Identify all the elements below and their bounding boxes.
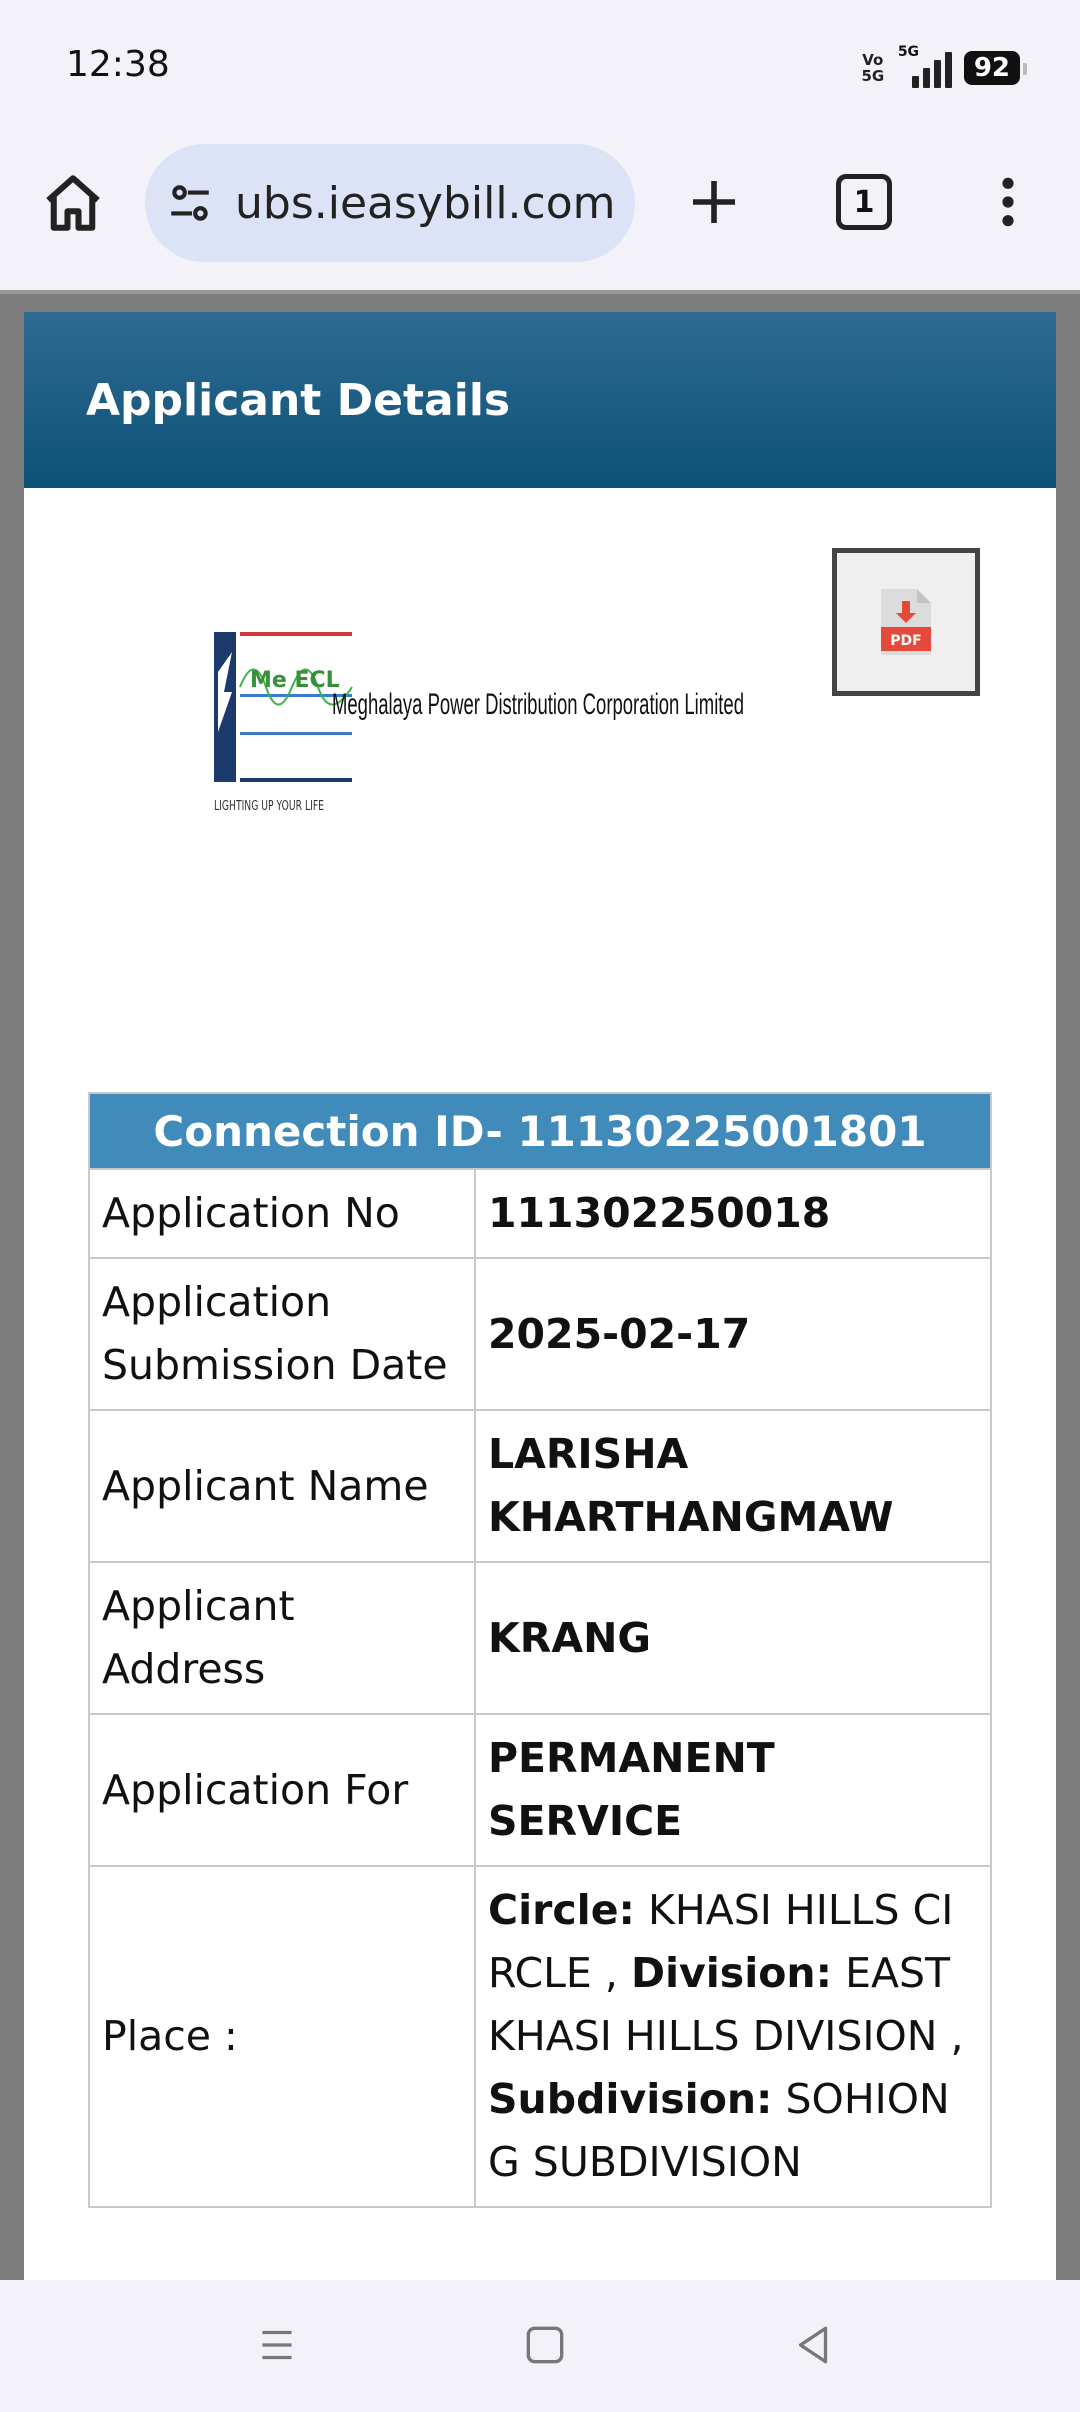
mepdcl-logo — [214, 592, 754, 812]
division-value: EAST KHASI HILLS DIVISION — [488, 1949, 951, 2060]
web-content — [0, 290, 1080, 2280]
table-row — [89, 1714, 991, 1866]
url-text[interactable]: ubs.ieasybill.com — [235, 177, 616, 229]
battery-icon: 92 — [964, 51, 1020, 85]
table-row — [89, 1169, 991, 1258]
place-value: Circle: KHASI HILLS CIRCLE , Division: EAST KHASI HILLS DIVISION , Subdivision: SOHIONG SUBDIVISION — [475, 1866, 991, 2207]
table-row — [89, 1410, 991, 1562]
download-pdf-button[interactable] — [832, 548, 980, 696]
row-label: Applicant Address — [89, 1562, 475, 1714]
logo-abbrev: Me ECL — [250, 668, 340, 693]
subdivision-value: SOHIONG SUBDIVISION — [488, 2075, 950, 2186]
back-icon[interactable] — [788, 2320, 838, 2370]
signal-icon — [897, 44, 952, 88]
row-label: Application No — [89, 1169, 475, 1258]
row-value: KRANG — [475, 1562, 991, 1714]
subdivision-label: Subdivision: — [488, 2075, 773, 2123]
status-bar — [0, 0, 1080, 140]
applicant-details-card — [24, 312, 1056, 2312]
card-title: Applicant Details — [86, 374, 511, 426]
application-details-table — [88, 1092, 992, 2208]
row-value: LARISHA KHARTHANGMAW — [475, 1410, 991, 1562]
card-header — [24, 312, 1056, 488]
site-settings-icon[interactable] — [165, 178, 215, 228]
home-icon[interactable] — [40, 170, 106, 236]
row-value: 111302250018 — [475, 1169, 991, 1258]
circle-value: KHASI HILLS CIRCLE — [488, 1886, 954, 1997]
place-label: Place : — [89, 1866, 475, 2207]
system-nav-bar — [0, 2280, 1080, 2412]
table-row — [89, 1258, 991, 1410]
volte-indicator: Vo 5G — [861, 51, 885, 85]
pdf-icon — [877, 587, 935, 657]
address-bar[interactable] — [145, 144, 635, 262]
row-label: Applicant Name — [89, 1410, 475, 1562]
row-label: Application Submission Date — [89, 1258, 475, 1410]
connection-id-header: Connection ID- 11130225001801 — [89, 1093, 991, 1169]
tab-switcher-button[interactable]: 1 — [836, 174, 892, 230]
home-nav-icon[interactable] — [520, 2320, 570, 2370]
recents-icon[interactable] — [252, 2320, 302, 2370]
table-row — [89, 1866, 991, 2207]
row-value: 2025-02-17 — [475, 1258, 991, 1410]
status-time: 12:38 — [66, 44, 170, 85]
network-type: 5G — [897, 44, 920, 60]
logo-company-name: Meghalaya Power Distribution Corporation Limited — [332, 688, 744, 721]
circle-label: Circle: — [488, 1886, 635, 1934]
status-icons — [860, 44, 1020, 88]
logo-tagline: LIGHTING UP YOUR LIFE — [214, 799, 324, 814]
more-options-icon[interactable] — [990, 174, 1026, 230]
row-value: PERMANENT SERVICE — [475, 1714, 991, 1866]
division-label: Division: — [630, 1949, 833, 1997]
new-tab-icon[interactable] — [686, 174, 742, 230]
row-label: Application For — [89, 1714, 475, 1866]
pdf-label: PDF — [890, 633, 922, 649]
table-row — [89, 1562, 991, 1714]
browser-toolbar — [0, 140, 1080, 290]
